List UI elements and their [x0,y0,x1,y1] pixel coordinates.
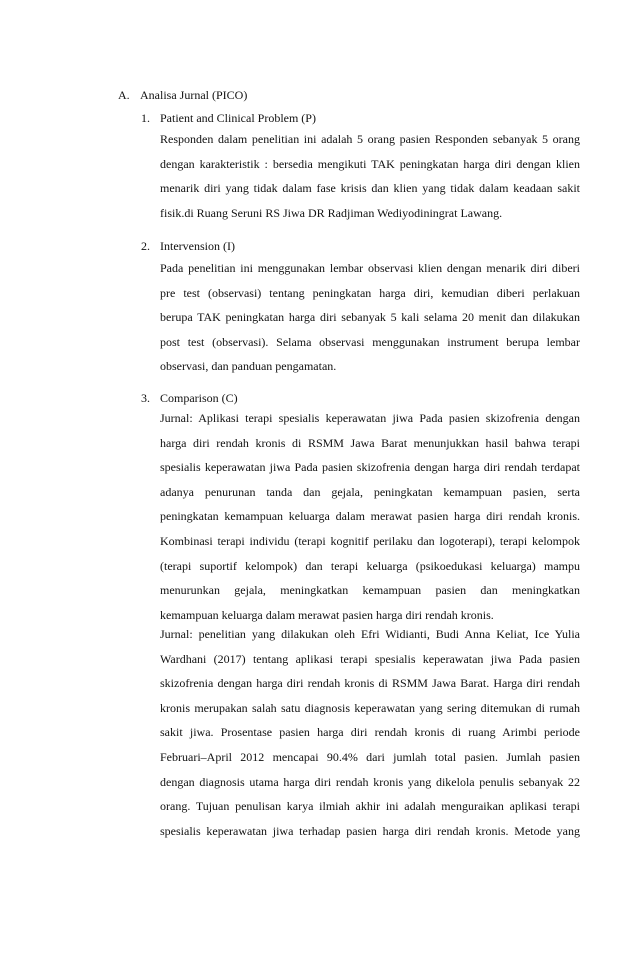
text-line: menurunkan gejala, meningkatkan kemampuan pasien dan meningkatkan [160,583,580,598]
section-title: Analisa Jurnal (PICO) [140,88,248,102]
item-title: Comparison (C) [160,391,238,405]
text-line: post test (observasi). Selama observasi menggunakan instrument berupa lembar [160,334,580,349]
text-line: Responden dalam penelitian ini adalah 5 orang pasien Responden sebanyak 5 orang [160,132,580,146]
text-line: Kombinasi terapi individu (terapi kognitif perilaku dan logoterapi), terapi kelompok [160,533,580,548]
text-line: harga diri rendah kronis di RSMM Jawa Barat menunjukkan hasil bahwa terapi [160,435,580,450]
text-line: kemampuan keluarga dalam merawat pasien harga diri rendah kronis. [160,607,494,622]
text-line: fisik.di Ruang Seruni RS Jiwa DR Radjiman Wediyodiningrat Lawang. [160,205,503,220]
text-line: orang. Tujuan penulisan karya ilmiah akhir ini adalah menguraikan aplikasi terapi [160,799,580,814]
text-line: (terapi suportif kelompok) dan terapi keluarga (psikoedukasi keluarga) mampu [160,558,580,573]
text-line: dengan diagnosis utama harga diri rendah kronis yang dikelola penulis sebanyak 22 [160,774,580,789]
text-line: sakit jiwa. Prosentase pasien harga diri rendah kronis di ruang Arimbi periode [160,725,580,740]
item-number: 3. [141,391,150,405]
text-line: kronis merupakan salah satu diagnosis keperawatan yang sering ditemukan di rumah [160,700,580,715]
paragraph-comparison-1 [160,406,580,627]
text-line: Pada penelitian ini menggunakan lembar observasi klien dengan menarik diri diberi [160,261,580,275]
section-letter: A. [118,88,130,102]
item-number: 1. [141,111,150,125]
text-line: Wardhani (2017) tentang aplikasi terapi spesialis keperawatan jiwa Pada pasien [160,651,580,666]
text-line: berupa TAK peningkatan harga diri sebanyak 5 kali selama 20 menit dan dilakukan [160,310,580,325]
text-line: pre test (observasi) tentang peningkatan harga diri, kemudian diberi perlakuan [160,285,580,300]
item-heading-patient [141,108,316,128]
text-line: observasi, dan panduan pengamatan. [160,359,337,374]
item-number: 2. [141,239,150,253]
text-line: Jurnal: Aplikasi terapi spesialis keperawatan jiwa Pada pasien skizofrenia dengan [160,411,580,425]
item-heading-comparison [141,388,238,408]
text-line: menarik diri yang tidak dalam fase krisis dan klien yang tidak dalam keadaan sakit [160,181,580,196]
text-line: adanya penurunan tanda dan gejala, peningkatan kemampuan pasien, serta [160,484,580,499]
item-title: Patient and Clinical Problem (P) [160,111,316,125]
text-line: peningkatan kemampuan keluarga dalam merawat pasien harga diri rendah kronis. [160,509,580,524]
item-title: Intervension (I) [160,239,235,253]
text-line: spesialis keperawatan jiwa terhadap pasien harga diri rendah kronis. Metode yang [160,823,580,838]
paragraph-comparison-2 [160,622,580,843]
section-heading [118,85,247,105]
text-line: skizofrenia dengan harga diri rendah kronis di RSMM Jawa Barat. Harga diri rendah [160,676,580,691]
text-line: Jurnal: penelitian yang dilakukan oleh Efri Widianti, Budi Anna Keliat, Ice Yulia [160,627,580,641]
item-heading-intervension [141,236,235,256]
paragraph-intervension [160,256,580,379]
text-line: dengan karakteristik : bersedia mengikuti TAK peningkatan harga diri dengan klien [160,156,580,171]
text-line: Februari–April 2012 mencapai 90.4% dari jumlah total pasien. Jumlah pasien [160,749,580,764]
paragraph-patient [160,127,580,225]
text-line: spesialis keperawatan jiwa Pada pasien skizofrenia dengan harga diri rendah terdapat [160,460,580,475]
